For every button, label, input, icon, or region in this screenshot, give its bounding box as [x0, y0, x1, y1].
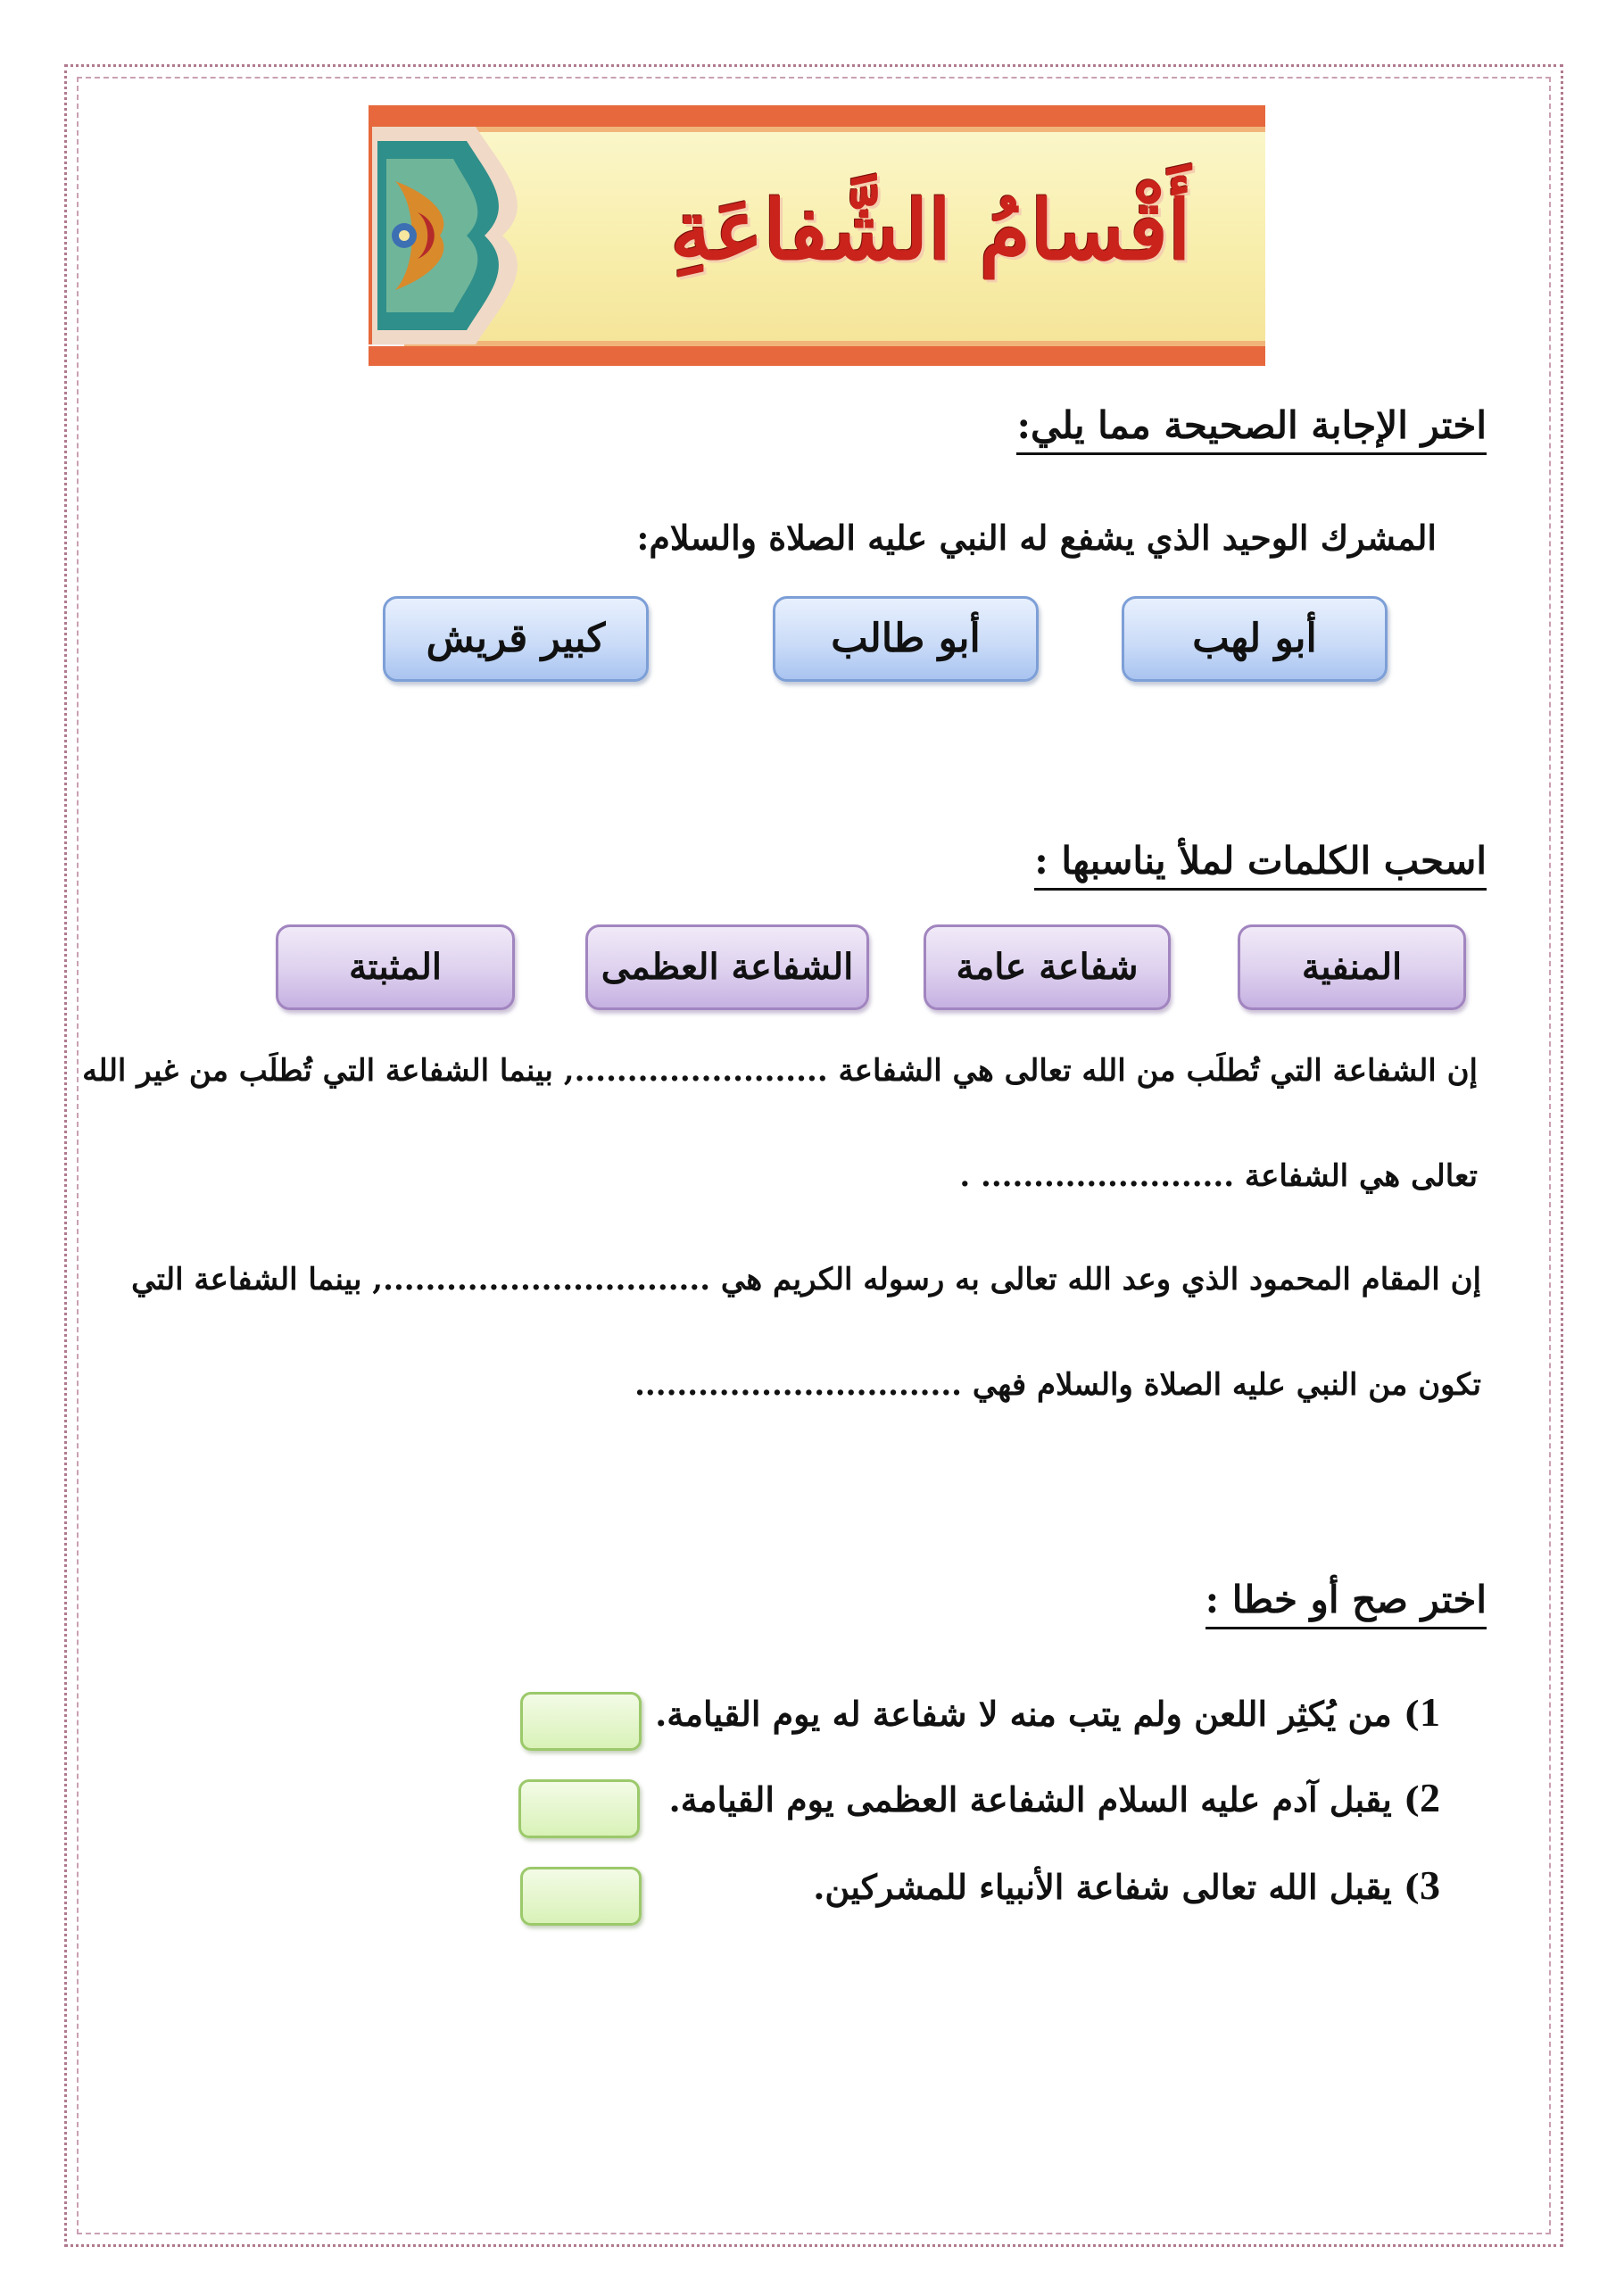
true-false-item-3 — [813, 1861, 1440, 1909]
fill-blank-line-3: إن المقام المحمود الذي وعد الله تعالى به رسوله الكريم هي ..............................., بينما الشفاعة التي — [131, 1262, 1481, 1297]
option-button-kabir-quraysh[interactable]: كبير قريش — [383, 596, 649, 682]
item-number: 1 — [1420, 1689, 1440, 1735]
fill-blank-line-2: تعالى هي الشفاعة ........................ . — [959, 1158, 1478, 1194]
section2-heading: اسحب الكلمات لملأ يناسبها : — [1034, 839, 1487, 891]
answer-box-2[interactable] — [518, 1779, 640, 1838]
title-banner — [369, 105, 1265, 366]
answer-box-1[interactable] — [520, 1692, 642, 1751]
item-text: ) من يُكثِر اللعن ولم يتب منه لا شفاعة له يوم القيامة. — [655, 1694, 1420, 1734]
true-false-item-1 — [655, 1688, 1440, 1736]
item-text: ) يقبل آدم عليه السلام الشفاعة العظمى يوم القيامة. — [668, 1779, 1420, 1819]
item-text: ) يقبل الله تعالى شفاعة الأنبياء للمشركين. — [813, 1867, 1420, 1907]
drag-word-shafaa-amma[interactable]: شفاعة عامة — [924, 924, 1171, 1010]
page-border-inner — [77, 77, 1551, 2234]
option-button-abu-lahab[interactable]: أبو لهب — [1122, 596, 1388, 682]
true-false-item-2 — [669, 1774, 1440, 1821]
answer-box-3[interactable] — [520, 1867, 642, 1926]
section1-question: المشرك الوحيد الذي يشفع له النبي عليه الصلاة والسلام: — [636, 518, 1437, 558]
arabesque-ornament-icon — [369, 105, 538, 366]
fill-blank-line-1: إن الشفاعة التي تُطلَب من الله تعالى هي الشفاعة ........................, بينما الشفاعة التي تُطلَب من غير الله — [82, 1053, 1478, 1089]
section3-heading: اختر صح أو خطا : — [1206, 1578, 1487, 1629]
option-button-abu-talib[interactable]: أبو طالب — [773, 596, 1039, 682]
drag-word-almanfiya[interactable]: المنفية — [1238, 924, 1466, 1010]
drag-word-almuthbata[interactable]: المثبتة — [276, 924, 515, 1010]
drag-word-alshafaa-aluzma[interactable]: الشفاعة العظمى — [585, 924, 869, 1010]
fill-blank-line-4: تكون من النبي عليه الصلاة والسلام فهي ............................... — [634, 1367, 1481, 1403]
banner-title: أَقْسامُ الشَّفاعَةِ — [670, 182, 1191, 278]
item-number: 3 — [1420, 1862, 1440, 1908]
item-number: 2 — [1420, 1775, 1440, 1820]
section1-heading: اختر الإجابة الصحيحة مما يلي: — [1016, 403, 1487, 455]
